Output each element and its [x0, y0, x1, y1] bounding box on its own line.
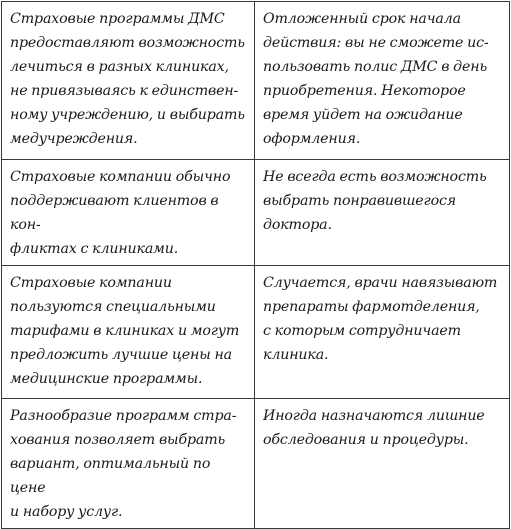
cell-text: Иногда назначаются лишние обследования и процедуры. — [263, 408, 485, 448]
table-cell-disadvantage — [255, 399, 510, 529]
cell-text: Страховые программы ДМС предоставляют возможность лечиться в разных клиниках, не привязываясь к единствен- ному учреждению, и выбирать медучреждения. — [10, 11, 245, 147]
table-cell-disadvantage — [255, 2, 510, 160]
table-cell-advantage — [2, 266, 255, 399]
cell-text: Разнообразие программ стра- хования позволяет выбрать вариант, оптимальный по цене и набору услуг. — [10, 408, 237, 520]
table-row — [2, 160, 510, 266]
table-row — [2, 399, 510, 529]
cell-text: Страховые компании обычно поддерживают клиентов в кон- фликтах с клиниками. — [10, 169, 231, 257]
cell-text: Отложенный срок начала действия: вы не сможете ис- пользовать полис ДМС в день приобретения. Некоторое время уйдет на ожидание оформления. — [263, 11, 489, 147]
cell-text: Не всегда есть возможность выбрать понравившегося доктора. — [263, 169, 487, 233]
cell-text: Случается, врачи навязывают препараты фармотделения, с которым сотрудничает клиника. — [263, 275, 498, 363]
table-cell-advantage — [2, 160, 255, 266]
table-cell-disadvantage — [255, 266, 510, 399]
table-cell-advantage — [2, 2, 255, 160]
table-cell-disadvantage — [255, 160, 510, 266]
table-cell-advantage — [2, 399, 255, 529]
pros-cons-table — [1, 1, 510, 529]
cell-text: Страховые компании пользуются специальными тарифами в клиниках и могут предложить лучшие цены на медицинские программы. — [10, 275, 240, 387]
table-row — [2, 266, 510, 399]
table-row — [2, 2, 510, 160]
